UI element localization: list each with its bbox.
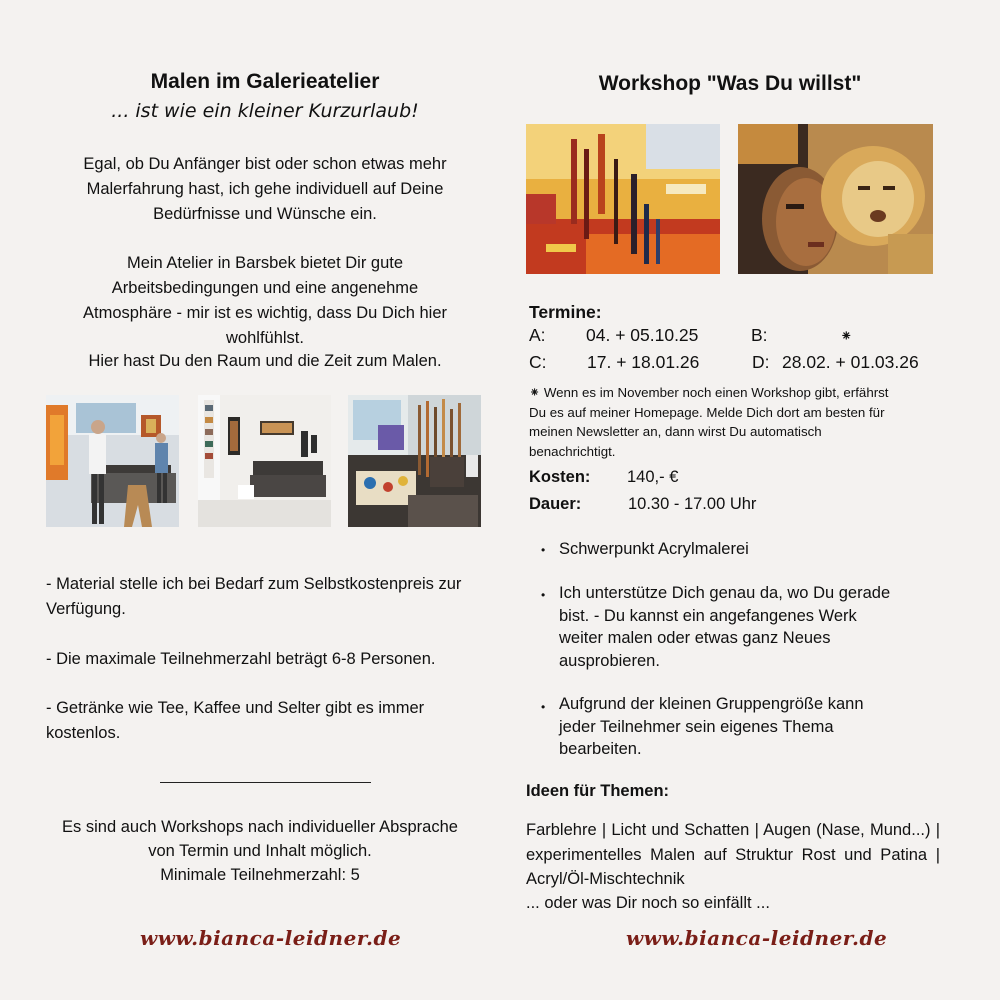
dates-label: Termine: <box>529 302 602 322</box>
text-line: Atmosphäre - mir ist es wichtig, dass Du Dich hier <box>82 304 448 322</box>
cost-value: 140,- € <box>627 468 679 486</box>
individual-workshop-note <box>40 815 480 887</box>
left-subtitle: ... ist wie ein kleiner Kurzurlaub! <box>111 100 419 122</box>
asterisk-icon: ⁕ <box>840 328 853 345</box>
text-line: Ich unterstütze Dich genau da, wo Du gerade <box>559 584 891 602</box>
text-line: jeder Teilnehmer sein eigenes Thema <box>559 717 834 736</box>
atelier-photo-lounge <box>198 395 331 527</box>
website-link-left[interactable]: www.bianca-leidner.de <box>140 926 402 950</box>
intro-paragraph <box>50 152 480 227</box>
text-line: Arbeitsbedingungen und eine angenehme <box>111 279 419 297</box>
ideas-text: Farblehre | Licht und Schatten | Augen (Nase, Mund...) | experimentelles Malen auf Struktur Rost und Patina | Acryl/Öl-Mischtechnik <box>526 821 940 888</box>
duration-value: 10.30 - 17.00 Uhr <box>628 495 757 513</box>
bullet-support <box>559 582 934 672</box>
bullet-icon: • <box>541 588 546 602</box>
artwork-abstract <box>526 124 720 274</box>
text-line: weiter malen oder etwas ganz Neues <box>559 629 831 647</box>
bullet-icon: • <box>541 543 546 557</box>
text-line: benachrichtigt. <box>529 443 616 459</box>
date-c-key: C: <box>529 352 547 372</box>
bullet-group-size <box>559 693 934 761</box>
left-title: Malen im Galerieatelier <box>150 70 380 93</box>
text-line: ⁕ Wenn es im November noch einen Workshop gibt, erfährst <box>529 385 889 400</box>
atelier-paragraph <box>50 251 480 351</box>
text-line: bearbeiten. <box>559 740 642 758</box>
bullet-icon: • <box>541 700 546 714</box>
ideas-more: ... oder was Dir noch so einfällt ... <box>526 894 770 912</box>
text-line: Es sind auch Workshops nach individueller Absprache <box>62 818 458 836</box>
atelier-photo-brushes <box>348 395 481 527</box>
text-line: bist. - Du kannst ein angefangenes Werk <box>559 606 857 625</box>
date-a-value: 04. + 05.10.25 <box>586 325 699 345</box>
text-line: Schwerpunkt Acrylmalerei <box>559 540 749 558</box>
text-line: Minimale Teilnehmerzahl: 5 <box>160 866 360 884</box>
text-line: von Termin und Inhalt möglich. <box>148 842 372 860</box>
duration-label: Dauer: <box>529 495 582 513</box>
date-a-key: A: <box>529 325 546 345</box>
note-drinks: - Getränke wie Tee, Kaffee und Selter gibt es immer kostenlos. <box>46 699 425 742</box>
text-line: Bedürfnisse und Wünsche ein. <box>153 205 377 223</box>
text-line: meinen Newsletter an, dann wirst Du automatisch <box>529 424 822 439</box>
website-link-right[interactable]: www.bianca-leidner.de <box>626 926 888 950</box>
text-line: Aufgrund der kleinen Gruppengröße kann <box>559 695 864 713</box>
bullet-acrylic <box>559 538 934 561</box>
november-footnote <box>529 383 939 461</box>
text-line: Mein Atelier in Barsbek bietet Dir gute <box>126 254 404 272</box>
date-d-key: D: <box>752 352 770 372</box>
artwork-woman-lion <box>738 124 933 274</box>
text-line: ausprobieren. <box>559 651 660 670</box>
note-max-participants: - Die maximale Teilnehmerzahl beträgt 6-8 Personen. <box>46 650 436 668</box>
note-material: - Material stelle ich bei Bedarf zum Selbstkostenpreis zur Verfügung. <box>46 575 462 618</box>
text-line: Egal, ob Du Anfänger bist oder schon etwas mehr <box>83 155 447 173</box>
date-d-value: 28.02. + 01.03.26 <box>782 352 919 372</box>
divider-line <box>160 782 371 783</box>
text-line: Du es auf meiner Homepage. Melde Dich dort am besten für <box>529 404 885 420</box>
ideas-label: Ideen für Themen: <box>526 782 670 800</box>
date-b-key: B: <box>751 325 768 345</box>
cost-label: Kosten: <box>529 468 591 486</box>
text-line: Malerfahrung hast, ich gehe individuell auf Deine <box>86 180 444 198</box>
date-c-value: 17. + 18.01.26 <box>587 352 700 372</box>
right-title: Workshop "Was Du willst" <box>598 72 862 95</box>
space-paragraph: Hier hast Du den Raum und die Zeit zum Malen. <box>88 352 442 370</box>
text-line: wohlfühlst. <box>226 329 304 347</box>
atelier-photo-painting <box>46 395 179 527</box>
